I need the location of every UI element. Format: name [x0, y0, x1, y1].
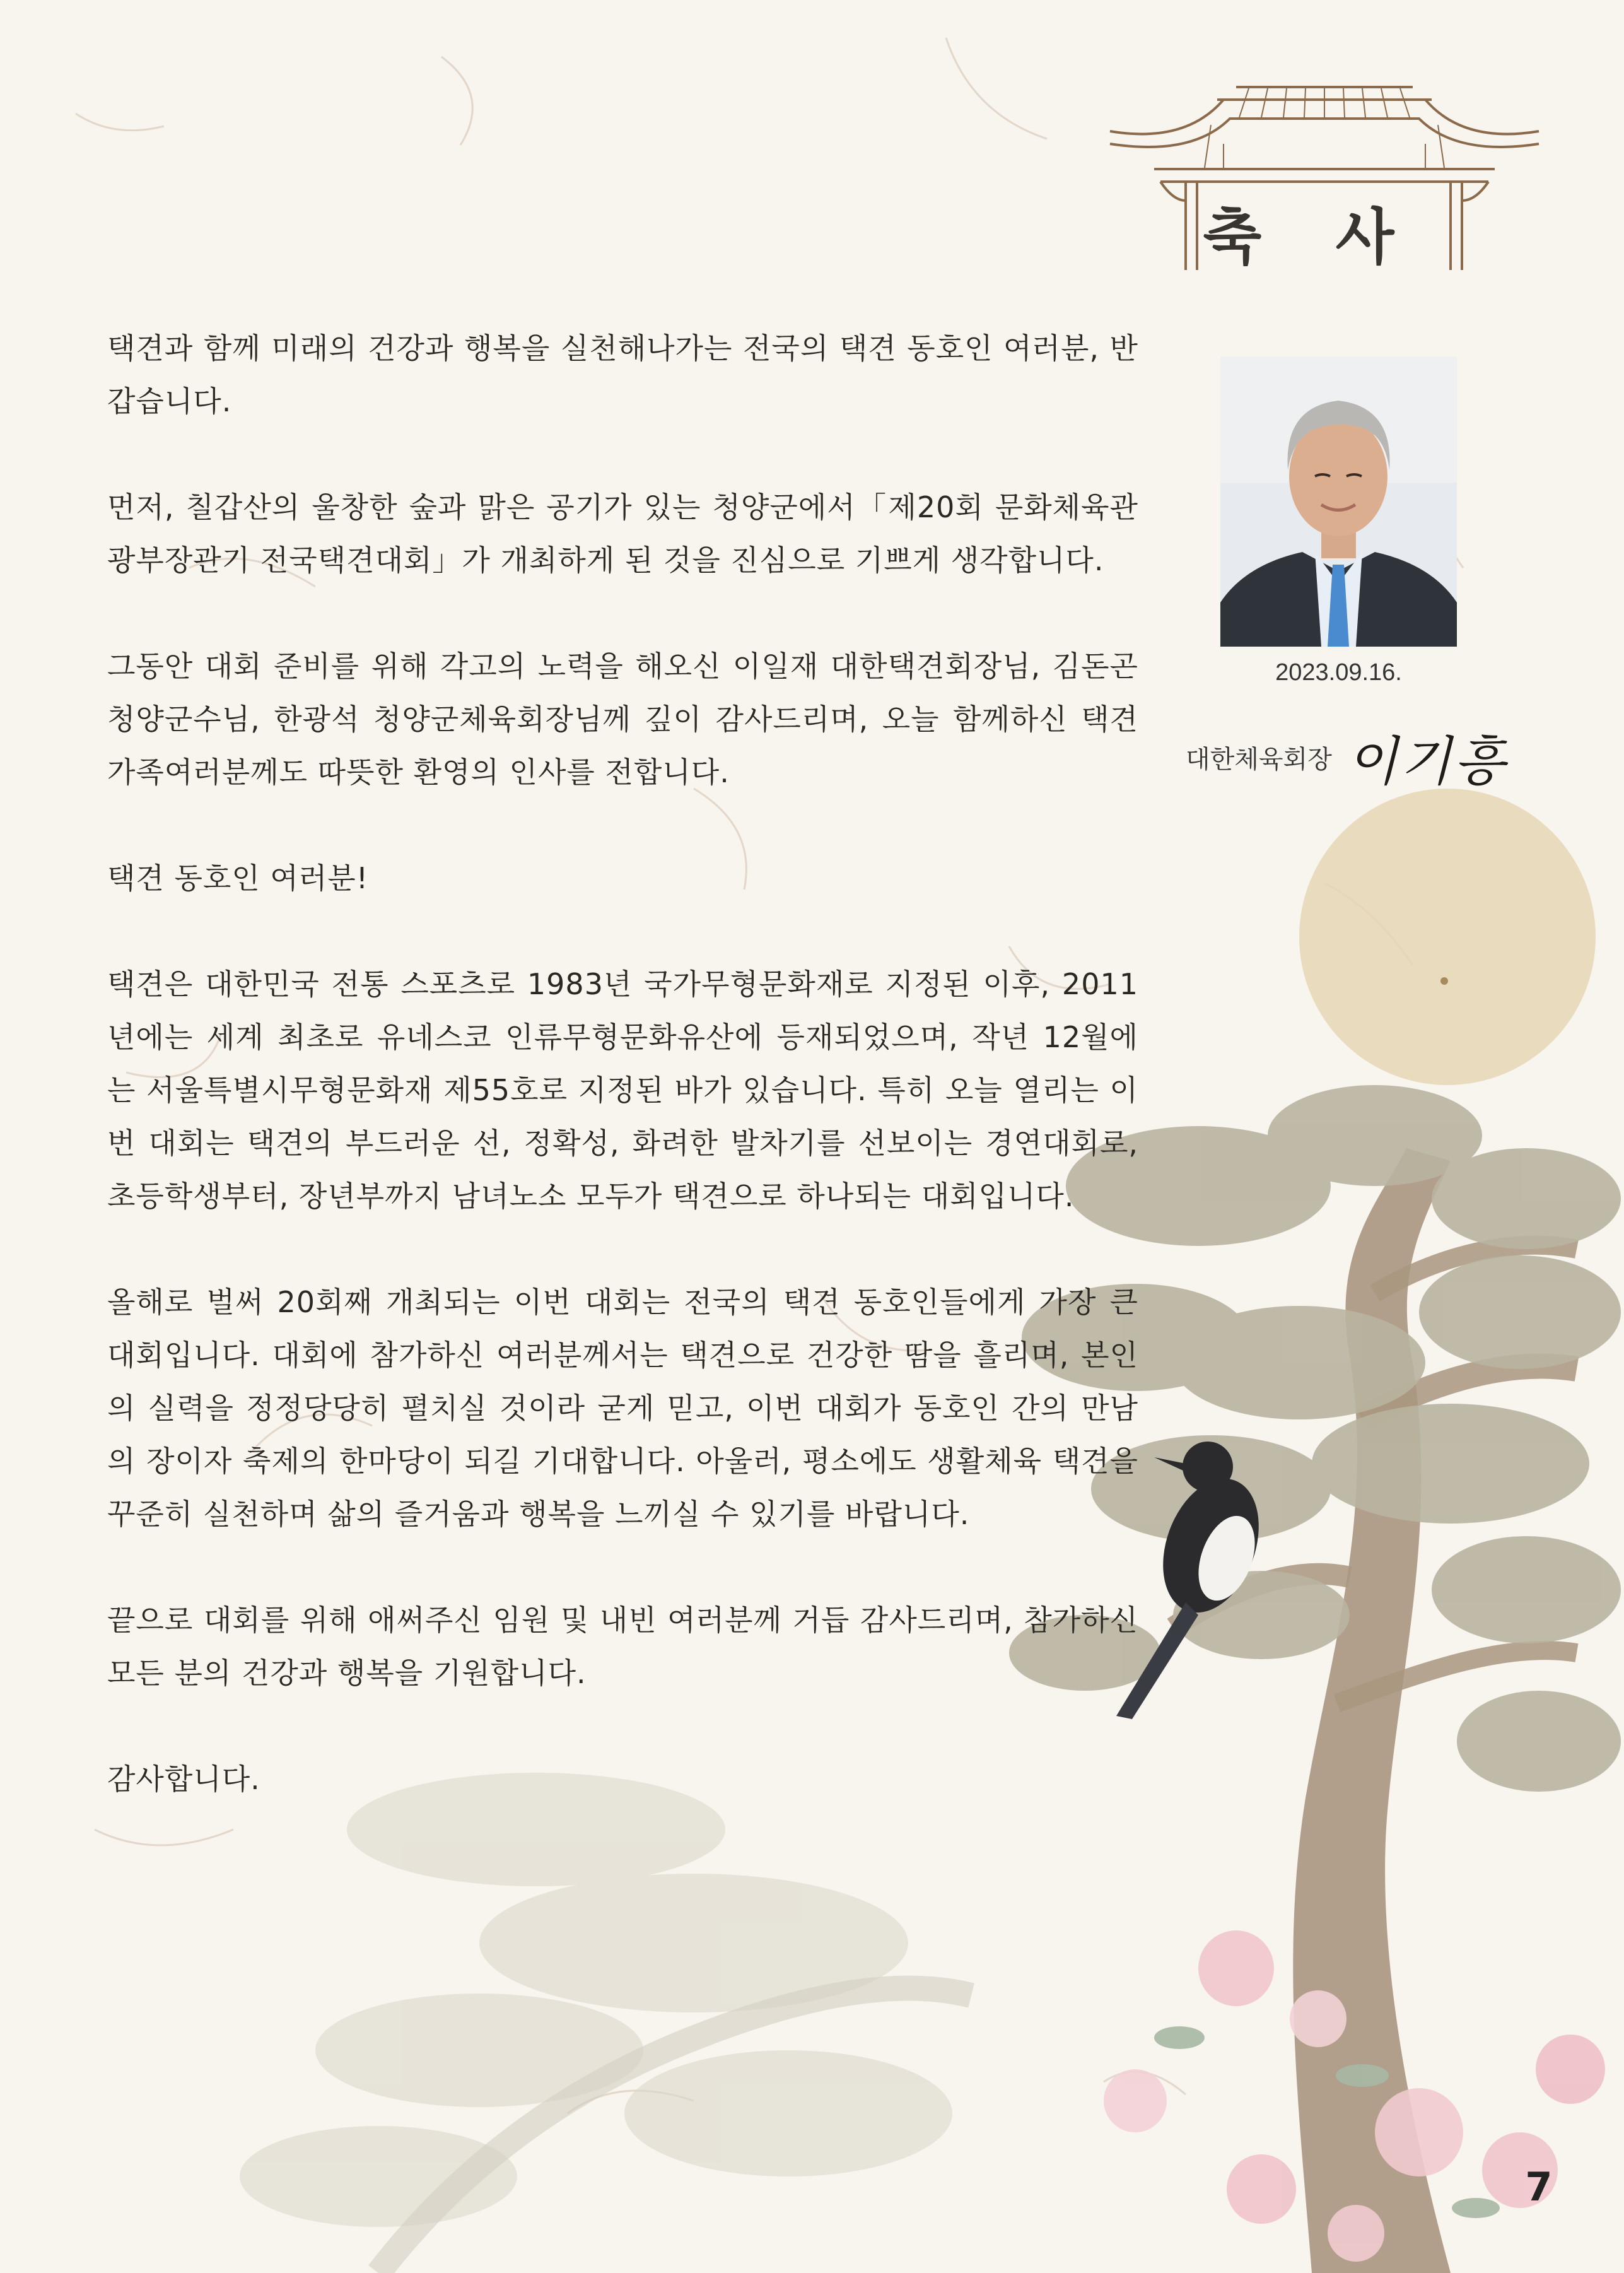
page-number: 7 — [1525, 2164, 1553, 2210]
signature-name: 이기흥 — [1346, 731, 1508, 792]
signature-organization: 대한체육회장 — [1186, 745, 1332, 774]
paragraph: 택견은 대한민국 전통 스포츠로 1983년 국가무형문화재로 지정된 이후, 2011년에는 세계 최초로 유네스코 인류무형문화유산에 등재되었으며, 작년 12월에는 서울특별시무형문화재 제55호로 지정된 바가 있습니다. 특히 오늘 열리는 이번 대회는 택견의 부드러운 선, 정확성, 화려한 발차기를 선보이는 경연대회로, 초등학생부터, 장년부까지 남녀노소 모두가 택견으로 하나되는 대회입니다. — [107, 967, 1138, 1213]
congratulatory-address — [107, 322, 1138, 1859]
paragraph: 올해로 벌써 20회째 개최되는 이번 대회는 전국의 택견 동호인들에게 가장 큰 대회입니다. 대회에 참가하신 여러분께서는 택견으로 건강한 땀을 흘리며, 본인의 실력을 정정당당히 펼치실 것이라 굳게 믿고, 이번 대회가 동호인 간의 만남의 장이자 축제의 한마당이 되길 기대합니다. 아울러, 평소에도 생활체육 택견을 꾸준히 실천하며 삶의 즐거움과 행복을 느끼실 수 있기를 바랍니다. — [107, 1285, 1138, 1531]
moon-shape — [1299, 789, 1596, 1085]
page-title: 축 사 — [1203, 202, 1421, 273]
paragraph: 택견 동호인 여러분! — [107, 861, 369, 895]
paragraph: 감사합니다. — [107, 1762, 260, 1796]
portrait-photo — [1220, 356, 1457, 647]
paragraph: 택견과 함께 미래의 건강과 행복을 실천해나가는 전국의 택견 동호인 여러분, 반갑습니다. — [107, 331, 1138, 418]
paragraph: 먼저, 칠갑산의 울창한 숲과 맑은 공기가 있는 청양군에서「제20회 문화체육관광부장관기 전국택견대회」가 개최하게 된 것을 진심으로 기쁘게 생각합니다. — [107, 490, 1138, 577]
paragraph: 끝으로 대회를 위해 애써주신 임원 및 내빈 여러분께 거듭 감사드리며, 참가하신 모든 분의 건강과 행복을 기원합니다. — [107, 1603, 1138, 1690]
signature-block — [1186, 719, 1508, 796]
paragraph: 그동안 대회 준비를 위해 각고의 노력을 해오신 이일재 대한택견회장님, 김돈곤 청양군수님, 한광석 청양군체육회장님께 깊이 감사드리며, 오늘 함께하신 택견 가족여러분께도 따뜻한 환영의 인사를 전합니다. — [107, 649, 1138, 789]
date-text: 2023.09.16. — [1275, 659, 1402, 686]
